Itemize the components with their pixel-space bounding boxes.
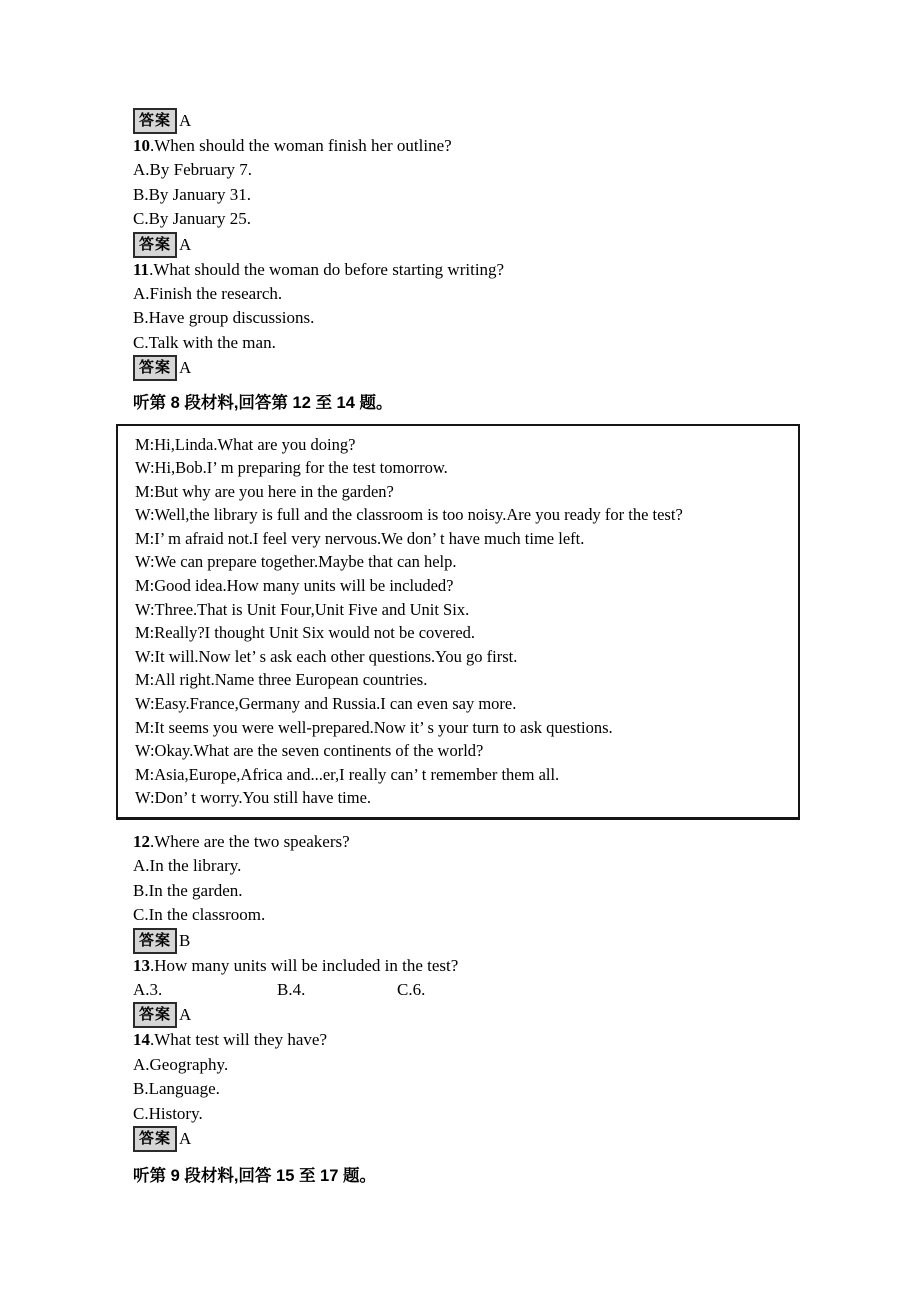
- option-11a: A.Finish the research.: [133, 283, 283, 303]
- question-number: 14: [133, 1030, 150, 1050]
- dialogue-line: M:It seems you were well-prepared.Now it’ s your turn to ask questions.: [135, 717, 613, 737]
- answer-box-label: 答案: [133, 928, 177, 954]
- answer-row-q10: [133, 232, 853, 258]
- question-11: [133, 258, 853, 282]
- question-12: [133, 830, 853, 854]
- dialogue-line: M:All right.Name three European countries.: [135, 670, 428, 690]
- answer-row-q11: [133, 355, 853, 381]
- question-13: [133, 954, 853, 978]
- material-8-heading: 听第 8 段材料,回答第 12 至 14 题。: [133, 394, 393, 413]
- dialogue-line: W:Three.That is Unit Four,Unit Five and Unit Six.: [135, 599, 470, 619]
- question-text: .When should the woman finish her outline?: [150, 136, 452, 155]
- option-14b: B.Language.: [133, 1079, 220, 1099]
- document-content: [133, 108, 853, 1188]
- dialogue-line: W:We can prepare together.Maybe that can help.: [135, 552, 457, 572]
- question-text: .How many units will be included in the test?: [150, 955, 459, 975]
- option-10c: C.By January 25.: [133, 209, 252, 229]
- option-12b: B.In the garden.: [133, 880, 243, 900]
- option-12c: C.In the classroom.: [133, 905, 266, 925]
- answer-box-label: 答案: [133, 232, 177, 258]
- question-text: .What should the woman do before starting writing?: [149, 259, 505, 279]
- dialogue-line: M:Really?I thought Unit Six would not be covered.: [135, 623, 476, 643]
- dialogue-line: W:Hi,Bob.I’ m preparing for the test tomorrow.: [135, 458, 448, 478]
- option-13a: A.3.: [133, 979, 163, 999]
- question-number: 13: [133, 955, 150, 975]
- answer-box-label: 答案: [133, 1002, 177, 1028]
- answer-row-q14: [133, 1126, 853, 1152]
- answer-value: A: [179, 358, 192, 378]
- answer-box-label: 答案: [133, 1126, 177, 1152]
- dialogue-line: M:I’ m afraid not.I feel very nervous.We don’ t have much time left.: [135, 528, 585, 548]
- dialogue-line: M:Asia,Europe,Africa and...er,I really can’ t remember them all.: [135, 764, 560, 784]
- answer-row-q13: [133, 1002, 853, 1028]
- dialogue-line: W:Well,the library is full and the classroom is too noisy.Are you ready for the test?: [135, 505, 683, 525]
- dialogue-line: W:Okay.What are the seven continents of the world?: [135, 741, 484, 761]
- option-11c: C.Talk with the man.: [133, 332, 276, 352]
- question-text: .What test will they have?: [150, 1030, 328, 1050]
- option-11b: B.Have group discussions.: [133, 308, 315, 328]
- answer-value: A: [179, 1005, 192, 1025]
- dialogue-transcript-box: [116, 424, 800, 821]
- question-number: 12: [133, 832, 150, 852]
- question-number: 11: [133, 259, 150, 279]
- dialogue-line: W:It will.Now let’ s ask each other questions.You go first.: [135, 646, 518, 666]
- question-text: .Where are the two speakers?: [150, 832, 350, 852]
- answer-row-q9: [133, 108, 853, 134]
- dialogue-line: M:But why are you here in the garden?: [135, 481, 394, 501]
- dialogue-line: W:Don’ t worry.You still have time.: [135, 788, 372, 808]
- answer-value: A: [179, 234, 192, 254]
- dialogue-line: W:Easy.France,Germany and Russia.I can even say more.: [135, 694, 517, 714]
- option-14c: C.History.: [133, 1103, 203, 1123]
- option-14a: A.Geography.: [133, 1054, 229, 1074]
- question-number: 10: [133, 136, 150, 155]
- dialogue-line: M:Hi,Linda.What are you doing?: [135, 434, 356, 454]
- options-row-q13: [133, 978, 853, 1002]
- answer-value: A: [179, 1128, 192, 1148]
- option-13b: B.4.: [277, 979, 306, 999]
- answer-value: A: [179, 111, 192, 130]
- option-10a: A.By February 7.: [133, 160, 252, 180]
- option-12a: A.In the library.: [133, 856, 242, 876]
- answer-row-q12: [133, 928, 853, 954]
- answer-box-label: 答案: [133, 108, 177, 134]
- answer-value: B: [179, 930, 191, 950]
- dialogue-line: M:Good idea.How many units will be included?: [135, 576, 454, 596]
- answer-box-label: 答案: [133, 355, 177, 381]
- question-10: [133, 134, 853, 158]
- option-10b: B.By January 31.: [133, 184, 252, 204]
- material-9-heading: 听第 9 段材料,回答 15 至 17 题。: [133, 1166, 376, 1185]
- option-13c: C.6.: [397, 979, 426, 999]
- question-14: [133, 1028, 853, 1052]
